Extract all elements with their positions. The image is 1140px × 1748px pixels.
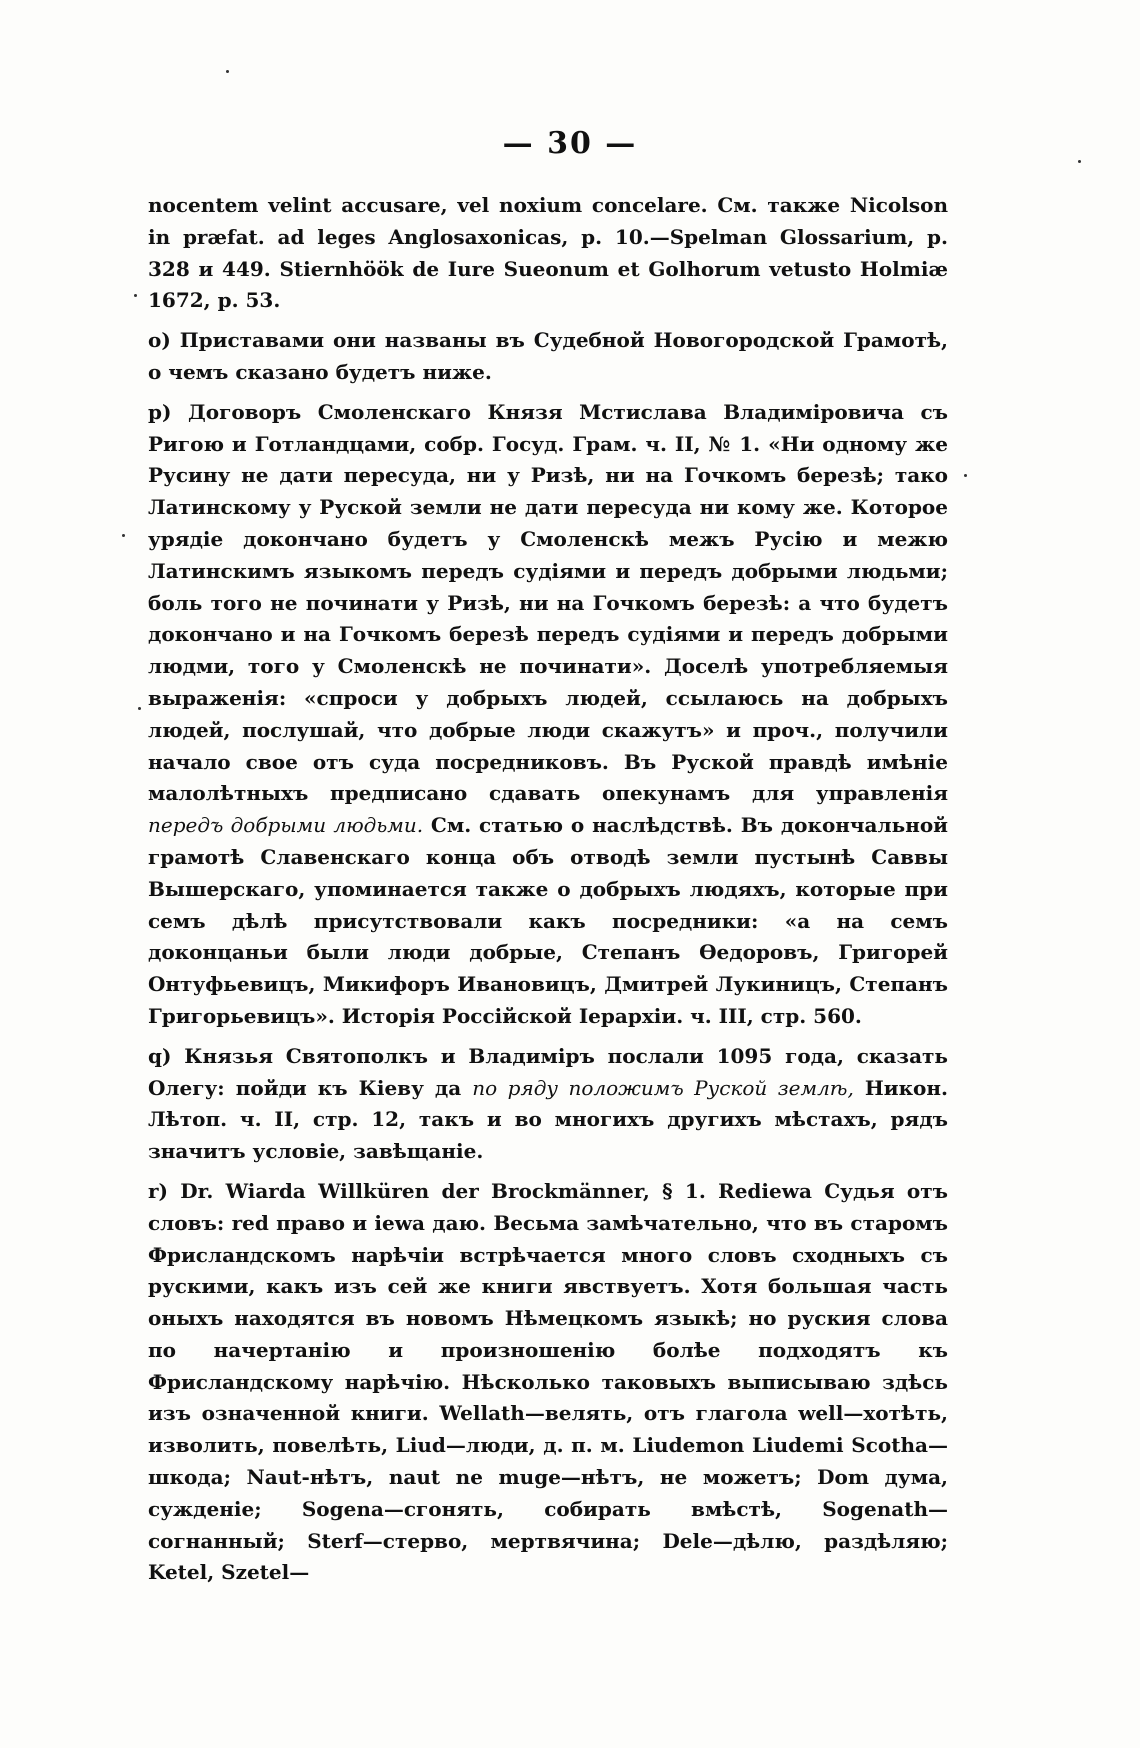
footnote-label: q) [148,1043,172,1068]
footnote-p [148,397,948,1033]
page-text [148,190,948,1597]
page-number: — 30 — [502,126,638,161]
text-run: nocentem velint accusare, vel noxium concelare. См. также Nicolson in præfat. ad leges Anglosaxonicas, p. 10.—Spelman Glossarium, p. 328 и 449. Stiernhöök de Iure Sueonum et Golhorum vetusto Holmiæ 1672, p. 53. [148,193,948,313]
text-run: Никон. Лѣтоп. ч. II, стр. 12, такъ и во многихъ другихъ мѣстахъ, рядъ значитъ условiе, завѣщанiе. [148,1075,948,1164]
scan-speck [964,474,967,477]
footnote-q [148,1041,948,1168]
text-run: См. статью о наслѣдствѣ. Въ докончальной грамотѣ Славенскаго конца объ отводѣ земли пустынѣ Саввы Вышерскаго, упоминается также о добрыхъ людяхъ, которые при семъ дѣлѣ присутствовали какъ посредники: «а на семъ доконцаньи были люди добрые, Степанъ Өедоровъ, Григорей Онтуфьевицъ, Микифоръ Ивановицъ, Дмитрей Лукиницъ, Степанъ Григорьевицъ». Исторiя Россiйской Iерархiи. ч. III, стр. 560. [148,813,949,1028]
italic-quote: передъ добрыми людьми. [148,813,424,838]
scan-speck [138,707,141,710]
scan-speck [1078,160,1081,163]
footnote-label: r) [148,1178,168,1203]
footnote-r [148,1176,948,1589]
footnote-label: о) [148,328,171,353]
scan-speck [134,294,137,297]
paragraph-continuation [148,190,948,317]
text-run: Dr. Wiarda Willküren der Brockmänner, § 1. Rediewa Судья отъ словъ: red право и iewa даю. Весьма замѣчательно, что въ старомъ Фрисландскомъ нарѣчiи встрѣчается много словъ сходныхъ съ рускими, какъ изъ сей же книги явствуетъ. Хотя большая часть оныхъ находятся въ новомъ Нѣмецкомъ языкѣ; но руския слова по начертанiю и произношенiю болѣе подходятъ къ Фрисландскому нарѣчiю. Нѣсколько таковыхъ выписываю здѣсь изъ означенной книги. Wellath—велять, отъ глагола well—хотѣть, изволить, повелѣть, Liud—люди, д. п. м. Liudemon Liudemi Scotha—шкода; Naut-нѣтъ, naut ne muge—нѣтъ, не можетъ; Dom дума, сужденiе; Sogena—сгонять, собирать вмѣстѣ, Sogenath—согнанный; Sterf—стерво, мертвячина; Dele—дѣлю, раздѣляю; Ketel, Szetel— [148,1178,948,1585]
footnote-label: р) [148,399,172,424]
scan-speck [226,70,229,73]
italic-quote: по ряду положимъ Руской землѣ, [472,1075,854,1100]
scan-speck [122,534,125,537]
footnote-o [148,325,948,389]
text-run: Приставами они названы въ Судебной Новогородской Грамотѣ, о чемъ сказано будетъ ниже. [148,328,948,384]
text-run: Договоръ Смоленскаго Князя Мстислава Владимiровича съ Ригою и Готландцами, собр. Госуд. Грам. ч. II, № 1. «Ни одному же Русину не дати пересуда, ни у Ризѣ, ни на Гочкомъ березѣ; тако Латинскому у Руской земли не дати пересуда ни кому же. Которое урядiе докончано будетъ у Смоленскѣ межъ Русiю и межю Латинскимъ языкомъ передъ судiями и передъ добрыми людьми; боль того не починати у Ризѣ, ни на Гочкомъ березѣ: а что будетъ докончано и на Гочкомъ березѣ передъ судiями и передъ добрыми людми, того у Смоленскѣ не починати». Доселѣ употребляемыя выраженiя: «спроси у добрыхъ людей, ссылаюсь на добрыхъ людей, послушай, что добрые люди скажутъ» и проч., получили начало свое отъ суда посредниковъ. Въ Руской правдѣ имѣнiе малолѣтныхъ предписано сдавать опекунамъ для управленiя [148,399,948,806]
text-run: Князья Святополкъ и Владимiръ послали 1095 года, сказать Олегу: пойди къ Кiеву да [148,1043,948,1100]
